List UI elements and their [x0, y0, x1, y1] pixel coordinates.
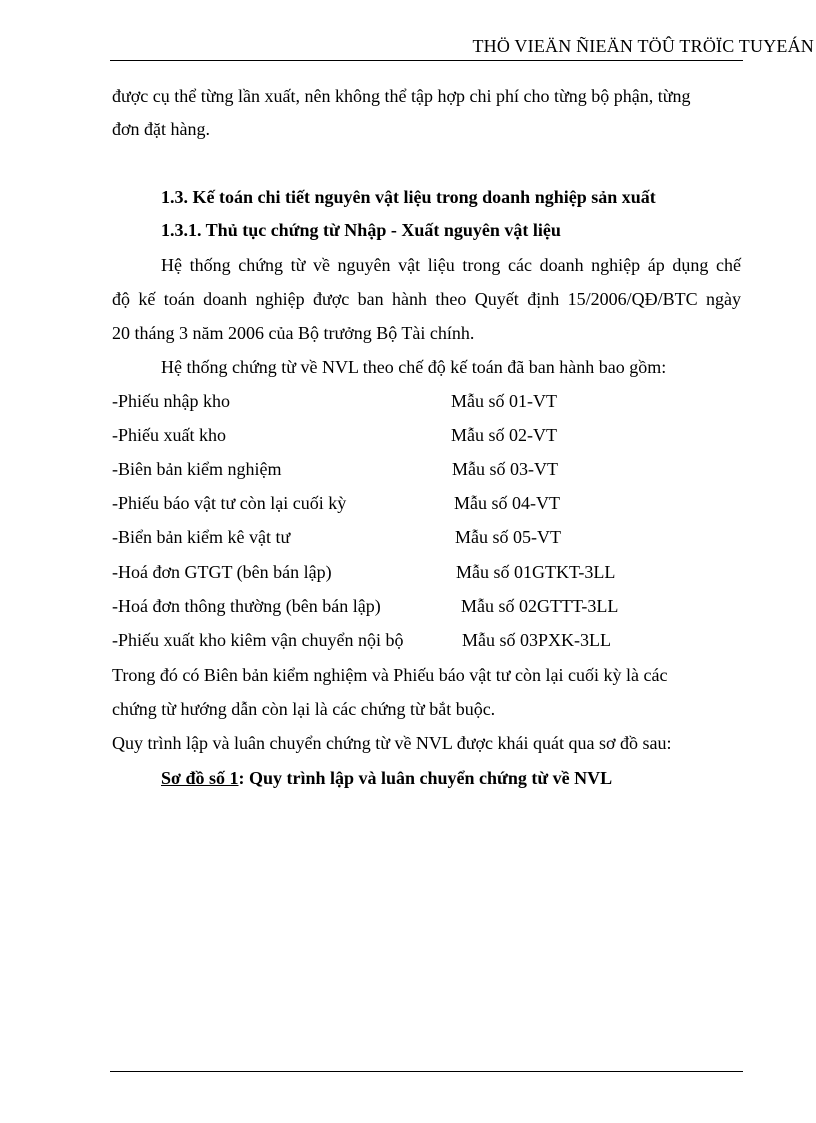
paragraph-3-line-1: Trong đó có Biên bản kiểm nghiệm và Phiếu báo vật tư còn lại cuối kỳ là các [112, 665, 668, 685]
form-name: -Phiếu xuất kho [112, 425, 226, 445]
form-name: -Biên bản kiểm nghiệm [112, 459, 282, 479]
form-code: Mẫu số 04-VT [454, 493, 560, 513]
paragraph-2: Hệ thống chứng từ về NVL theo chế độ kế toán đã ban hành bao gồm: [161, 357, 667, 377]
form-code: Mẫu số 03PXK-3LL [462, 630, 611, 650]
diagram-title: : Quy trình lập và luân chuyển chứng từ về NVL [238, 768, 613, 788]
form-code: Mẫu số 05-VT [455, 527, 561, 547]
form-name: -Hoá đơn thông thường (bên bán lập) [112, 596, 381, 616]
form-name: -Phiếu nhập kho [112, 391, 230, 411]
form-code: Mẫu số 01GTKT-3LL [456, 562, 616, 582]
paragraph-1-line-3: 20 tháng 3 năm 2006 của Bộ trưởng Bộ Tài chính. [112, 323, 475, 343]
form-code: Mẫu số 03-VT [452, 459, 558, 479]
intro-line-1: được cụ thể từng lần xuất, nên không thể tập hợp chi phí cho từng bộ phận, từng [112, 86, 691, 106]
form-name: -Phiếu xuất kho kiêm vận chuyển nội bộ [112, 630, 404, 650]
paragraph-3-line-2: chứng từ hướng dẫn còn lại là các chứng từ bắt buộc. [112, 699, 496, 719]
diagram-caption [161, 767, 612, 789]
form-name: -Biển bản kiểm kê vật tư [112, 527, 291, 547]
paragraph-4: Quy trình lập và luân chuyển chứng từ về NVL được khái quát qua sơ đồ sau: [112, 733, 672, 753]
page-header-title: THÖ VIEÄN ÑIEÄN TÖÛ TRÖÏC TUYEÁN [472, 36, 814, 56]
form-code: Mẫu số 02GTTT-3LL [461, 596, 619, 616]
subsection-heading: 1.3.1. Thủ tục chứng từ Nhập - Xuất nguyên vật liệu [161, 220, 561, 240]
section-heading: 1.3. Kế toán chi tiết nguyên vật liệu trong doanh nghiệp sản xuất [161, 187, 656, 207]
form-name: -Hoá đơn GTGT (bên bán lập) [112, 562, 332, 582]
footer-rule [110, 1071, 743, 1072]
header-rule [110, 60, 743, 61]
intro-line-2: đơn đặt hàng. [112, 119, 210, 139]
paragraph-1-line-2: độ kế toán doanh nghiệp được ban hành theo Quyết định 15/2006/QĐ/BTC ngày [112, 289, 741, 309]
diagram-label: Sơ đồ số 1 [161, 768, 239, 788]
form-code: Mẫu số 01-VT [451, 391, 557, 411]
form-name: -Phiếu báo vật tư còn lại cuối kỳ [112, 493, 347, 513]
form-code: Mẫu số 02-VT [451, 425, 557, 445]
paragraph-1-line-1: Hệ thống chứng từ về nguyên vật liệu trong các doanh nghiệp áp dụng chế [161, 255, 741, 275]
